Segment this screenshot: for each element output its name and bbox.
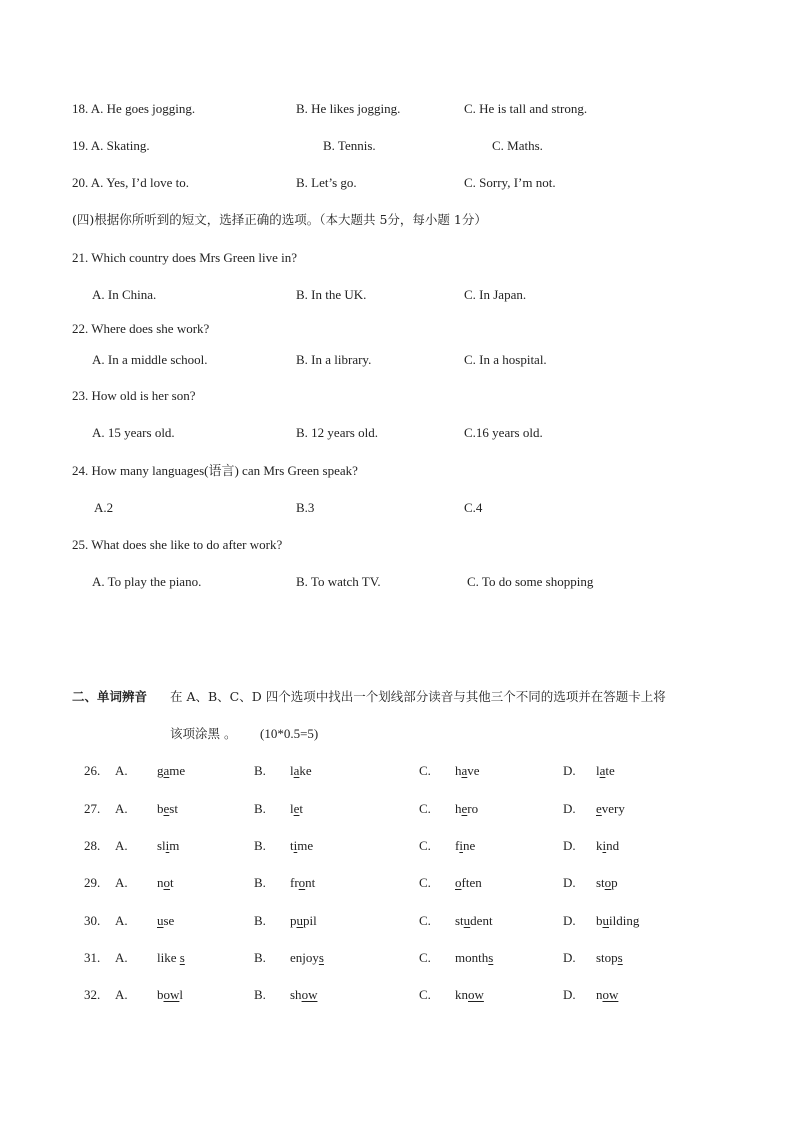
underlined-letters: ow xyxy=(468,987,484,1002)
phonetics-option-letter-a: A. xyxy=(115,913,128,928)
phonetics-option-letter-a: A. xyxy=(115,875,128,890)
underlined-letters: o xyxy=(298,875,306,890)
underlined-letters: o xyxy=(455,875,462,890)
underlined-letters: e xyxy=(163,801,170,816)
word-prefix: sl xyxy=(157,838,166,853)
phonetics-option-word-d xyxy=(596,838,619,854)
phonetics-option-word-c xyxy=(455,801,478,817)
underlined-letters: a xyxy=(461,763,468,778)
q23-option-c: C.16 years old. xyxy=(464,425,543,440)
q19-option-b: B. Tennis. xyxy=(323,138,376,153)
phonetics-option-word-b xyxy=(290,875,315,891)
word-prefix: like xyxy=(157,950,180,965)
word-prefix: h xyxy=(455,763,462,778)
underlined-letters: i xyxy=(165,838,170,853)
word-suffix: se xyxy=(163,913,175,928)
underlined-letters: e xyxy=(461,801,468,816)
phonetics-option-letter-d: D. xyxy=(563,838,576,853)
q21-stem: 21. Which country does Mrs Green live in? xyxy=(72,250,298,265)
word-suffix: l xyxy=(179,987,184,1002)
phonetics-option-letter-c: C. xyxy=(419,987,431,1002)
phonetics-option-letter-a: A. xyxy=(115,838,128,853)
phonetics-option-word-b xyxy=(290,838,313,854)
underlined-letters: e xyxy=(293,801,300,816)
underlined-letters: i xyxy=(293,838,298,853)
phonetics-option-letter-a: A. xyxy=(115,950,128,965)
underlined-letters: s xyxy=(318,950,324,965)
word-suffix: p xyxy=(611,875,618,890)
phonetics-option-letter-d: D. xyxy=(563,913,576,928)
word-prefix: fr xyxy=(290,875,299,890)
q18-option-c: C. He is tall and strong. xyxy=(464,101,588,116)
q25-option-b: B. To watch TV. xyxy=(296,574,381,589)
section2-instruction-line2: 该项涂黑 。 xyxy=(170,726,237,741)
q22-option-a: A. In a middle school. xyxy=(92,352,208,367)
phonetics-option-word-b xyxy=(290,801,303,817)
q18-option-a: 18. A. He goes jogging. xyxy=(72,101,196,116)
underlined-letters: o xyxy=(604,875,612,890)
phonetics-option-word-c xyxy=(455,763,480,779)
phonetics-option-word-a xyxy=(157,763,185,779)
word-suffix: ve xyxy=(467,763,480,778)
phonetics-option-letter-a: A. xyxy=(115,987,128,1002)
phonetics-option-letter-b: B. xyxy=(254,801,266,816)
underlined-letters: s xyxy=(179,950,185,965)
underlined-letters: s xyxy=(488,950,494,965)
word-prefix: l xyxy=(290,801,294,816)
phonetics-option-letter-c: C. xyxy=(419,875,431,890)
phonetics-option-word-b xyxy=(290,950,324,966)
word-prefix: sh xyxy=(290,987,302,1002)
q24-option-c: C.4 xyxy=(464,500,483,515)
q22-stem: 22. Where does she work? xyxy=(72,321,210,336)
phonetics-option-letter-b: B. xyxy=(254,950,266,965)
underlined-letters: u xyxy=(157,913,164,928)
underlined-letters: a xyxy=(293,763,300,778)
phonetics-option-word-b xyxy=(290,987,317,1003)
word-suffix: nd xyxy=(606,838,620,853)
q20-option-b: B. Let’s go. xyxy=(296,175,357,190)
underlined-letters: ow xyxy=(602,987,619,1002)
word-prefix: h xyxy=(455,801,462,816)
q23-option-a: A. 15 years old. xyxy=(92,425,175,440)
section4-heading: (四)根据你所听到的短文，选择正确的选项。（本大题共 5分，每小题 1分） xyxy=(72,212,487,227)
phonetics-option-letter-a: A. xyxy=(115,801,128,816)
underlined-letters: o xyxy=(163,875,170,890)
word-prefix: n xyxy=(157,875,164,890)
phonetics-option-word-d xyxy=(596,801,625,817)
phonetics-option-letter-c: C. xyxy=(419,913,431,928)
phonetics-option-letter-b: B. xyxy=(254,838,266,853)
phonetics-option-letter-d: D. xyxy=(563,987,576,1002)
q25-option-a: A. To play the piano. xyxy=(92,574,202,589)
q24-option-a: A.2 xyxy=(94,500,114,515)
q21-option-c: C. In Japan. xyxy=(464,287,527,302)
word-prefix: f xyxy=(455,838,460,853)
section2-title: 二、单词辨音 xyxy=(72,689,148,704)
q22-option-c: C. In a hospital. xyxy=(464,352,547,367)
phonetics-question-number: 28. xyxy=(84,838,101,853)
word-prefix: b xyxy=(157,987,164,1002)
q23-stem: 23. How old is her son? xyxy=(72,388,196,403)
underlined-letters: e xyxy=(596,801,602,816)
underlined-letters: u xyxy=(296,913,303,928)
word-suffix: t xyxy=(170,875,174,890)
phonetics-option-word-a xyxy=(157,987,183,1003)
phonetics-option-word-d xyxy=(596,913,639,929)
phonetics-option-word-c xyxy=(455,875,482,891)
phonetics-option-word-b xyxy=(290,763,312,779)
word-prefix: st xyxy=(596,875,605,890)
phonetics-question-number: 26. xyxy=(84,763,101,778)
word-prefix: k xyxy=(596,838,603,853)
phonetics-option-word-d xyxy=(596,875,618,891)
word-suffix: ro xyxy=(467,801,479,816)
word-prefix: b xyxy=(596,913,603,928)
phonetics-option-word-d xyxy=(596,950,623,966)
phonetics-option-letter-c: C. xyxy=(419,801,431,816)
phonetics-option-word-a xyxy=(157,950,185,966)
q21-option-a: A. In China. xyxy=(92,287,157,302)
underlined-letters: u xyxy=(463,913,471,928)
word-suffix: ilding xyxy=(609,913,640,928)
q20-option-c: C. Sorry, I’m not. xyxy=(464,175,556,190)
phonetics-option-word-a xyxy=(157,913,174,929)
phonetics-option-word-c xyxy=(455,950,493,966)
word-suffix: ke xyxy=(299,763,312,778)
phonetics-question-number: 30. xyxy=(84,913,101,928)
word-suffix: ne xyxy=(462,838,476,853)
q25-stem: 25. What does she like to do after work? xyxy=(72,537,283,552)
q19-option-a: 19. A. Skating. xyxy=(72,138,150,153)
word-suffix: pil xyxy=(303,913,317,928)
word-suffix: t xyxy=(299,801,304,816)
underlined-letters: s xyxy=(617,950,623,965)
q24-stem: 24. How many languages(语言) can Mrs Green speak? xyxy=(72,463,358,478)
word-prefix: g xyxy=(157,763,164,778)
underlined-letters: i xyxy=(602,838,607,853)
q21-option-b: B. In the UK. xyxy=(296,287,367,302)
phonetics-option-letter-a: A. xyxy=(115,763,128,778)
word-prefix: st xyxy=(455,913,464,928)
q23-option-b: B. 12 years old. xyxy=(296,425,378,440)
word-suffix: te xyxy=(605,763,615,778)
word-prefix: enjoy xyxy=(290,950,319,965)
section2-instruction-line1: 在 A、B、C、D 四个选项中找出一个划线部分读音与其他三个不同的选项并在答题卡上将 xyxy=(170,689,666,704)
word-prefix: t xyxy=(290,838,294,853)
phonetics-option-word-a xyxy=(157,838,179,854)
word-suffix: very xyxy=(601,801,625,816)
phonetics-option-word-c xyxy=(455,913,493,929)
word-suffix: nt xyxy=(305,875,316,890)
word-prefix: l xyxy=(596,763,600,778)
word-suffix: me xyxy=(297,838,314,853)
phonetics-option-word-d xyxy=(596,987,618,1003)
q18-option-b: B. He likes jogging. xyxy=(296,101,401,116)
phonetics-option-letter-d: D. xyxy=(563,875,576,890)
word-prefix: stop xyxy=(596,950,618,965)
phonetics-question-number: 31. xyxy=(84,950,101,965)
phonetics-option-letter-d: D. xyxy=(563,801,576,816)
q20-option-a: 20. A. Yes, I’d love to. xyxy=(72,175,190,190)
word-suffix: dent xyxy=(470,913,493,928)
phonetics-option-word-d xyxy=(596,763,615,779)
word-suffix: st xyxy=(169,801,178,816)
phonetics-option-letter-c: C. xyxy=(419,763,431,778)
q25-option-c: C. To do some shopping xyxy=(467,574,594,589)
phonetics-option-word-b xyxy=(290,913,317,929)
underlined-letters: ow xyxy=(301,987,318,1002)
phonetics-question-number: 29. xyxy=(84,875,101,890)
word-suffix: ften xyxy=(461,875,482,890)
phonetics-option-letter-d: D. xyxy=(563,763,576,778)
word-prefix: l xyxy=(290,763,294,778)
underlined-letters: a xyxy=(163,763,170,778)
phonetics-option-letter-b: B. xyxy=(254,987,266,1002)
word-prefix: b xyxy=(157,801,164,816)
word-prefix: p xyxy=(290,913,297,928)
section2-score: (10*0.5=5) xyxy=(260,726,319,741)
phonetics-option-letter-b: B. xyxy=(254,913,266,928)
phonetics-option-letter-c: C. xyxy=(419,838,431,853)
underlined-letters: u xyxy=(602,913,609,928)
word-suffix: m xyxy=(169,838,180,853)
phonetics-option-letter-b: B. xyxy=(254,875,266,890)
word-prefix: n xyxy=(596,987,603,1002)
underlined-letters: i xyxy=(459,838,463,853)
q24-option-b: B.3 xyxy=(296,500,315,515)
phonetics-option-letter-d: D. xyxy=(563,950,576,965)
word-prefix: kn xyxy=(455,987,468,1002)
q22-option-b: B. In a library. xyxy=(296,352,372,367)
phonetics-option-word-c xyxy=(455,987,484,1003)
q19-option-c: C. Maths. xyxy=(492,138,543,153)
underlined-letters: ow xyxy=(163,987,180,1002)
word-suffix: me xyxy=(169,763,186,778)
phonetics-option-word-a xyxy=(157,801,178,817)
phonetics-option-word-c xyxy=(455,838,475,854)
underlined-letters: a xyxy=(599,763,606,778)
phonetics-option-letter-b: B. xyxy=(254,763,266,778)
word-prefix: month xyxy=(455,950,489,965)
phonetics-option-letter-c: C. xyxy=(419,950,431,965)
phonetics-question-number: 27. xyxy=(84,801,101,816)
phonetics-option-word-a xyxy=(157,875,174,891)
phonetics-question-number: 32. xyxy=(84,987,101,1002)
